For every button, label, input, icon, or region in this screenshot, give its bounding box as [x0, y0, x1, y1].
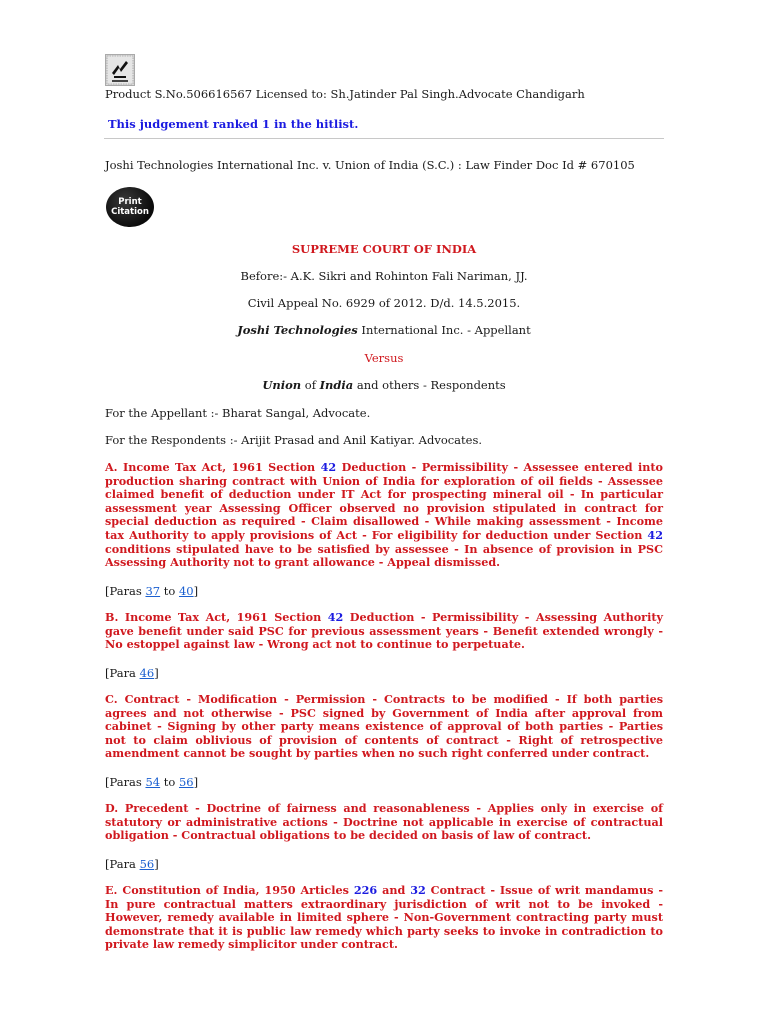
appellant-counsel: For the Appellant :- Bharat Sangal, Advocate. — [105, 406, 371, 420]
document-citation-line: Joshi Technologies International Inc. v. Union of India (S.C.) : Law Finder Doc Id # 670105 — [105, 158, 635, 172]
print-label-line2: Citation — [111, 207, 149, 217]
appeal-line: Civil Appeal No. 6929 of 2012. D/d. 14.5.2015. — [247, 296, 521, 310]
article-number: 32 — [410, 883, 426, 897]
license-line: Product S.No.506616567 Licensed to: Sh.Jatinder Pal Singh.Advocate Chandigarh — [105, 87, 585, 101]
respondent-line — [104, 378, 664, 392]
print-label-line1: Print — [118, 197, 142, 207]
headnote-b — [105, 611, 663, 652]
rank-notice: This judgement ranked 1 in the hitlist. — [108, 117, 359, 131]
headnote-e-text2: and — [377, 883, 411, 897]
headnote-a-text3: conditions stipulated have to be satisfied by assessee - In absence of provision in PSC Assessing Authority not to grant allowance - Appeal dismissed. — [105, 541, 663, 570]
para-link-56[interactable]: 56 — [139, 857, 155, 871]
appellant-name-rest: International Inc. - Appellant — [357, 323, 531, 337]
para-link-56[interactable]: 56 — [178, 775, 194, 789]
headnote-a-text1: A. Income Tax Act, 1961 Section — [105, 460, 321, 474]
para-ref-suffix: ] — [193, 584, 199, 598]
para-ref-prefix: [Paras — [105, 584, 146, 598]
headnote-a-text2: Deduction - Permissibility - Assessee entered into production sharing contract with Union of India for exploration of oil fields - Assessee claimed benefit of deduction under IT Act for prospecting mineral oil - In particular assessment year Assessing Officer observed no provision stipulated in contract for special deduction as required - Claim disallowed - While making assessment - Income tax Authority to apply provisions of Act - For eligibility for deduction under Section — [105, 460, 663, 542]
respondent-part4: and others - Respondents — [353, 378, 506, 392]
respondent-part3: India — [319, 378, 354, 392]
headnote-e — [105, 884, 663, 952]
law-finder-logo-icon — [105, 54, 135, 86]
headnote-a — [105, 461, 663, 570]
headnote-e-text3: Contract - Issue of writ mandamus - In pure contractual matters extraordinary jurisdiction of writ not to be invoked - However, remedy available in limited sphere - Non-Government contracting party must demonstrate that it is public law remedy which party seeks to invoke in contradiction to private law remedy simplicitor under contract. — [105, 883, 663, 952]
bench-line: Before:- A.K. Sikri and Rohinton Fali Nariman, JJ. — [240, 269, 528, 283]
para-ref-suffix: ] — [193, 775, 199, 789]
headnote-c-text: C. Contract - Modification - Permission - Contracts to be modified - If both parties agrees and not otherwise - PSC signed by Government of India after approval from cabinet - Signing by other party means existence of approval of both parties - Parties not to claim oblivious of provision of contents of contract - Right of retrospective amendment cannot be sought by parties when no such right conferred under contract. — [105, 692, 663, 761]
print-citation-icon[interactable] — [106, 187, 154, 227]
divider — [104, 138, 664, 139]
headnote-d-text: D. Precedent - Doctrine of fairness and reasonableness - Applies only in exercise of statutory or administrative actions - Doctrine not applicable in exercise of contractual obligation - Contractual obligations to be decided on basis of law of contract. — [105, 801, 663, 843]
section-number: 42 — [327, 610, 344, 624]
para-link-46[interactable]: 46 — [139, 666, 155, 680]
headnote-d — [105, 802, 663, 843]
para-ref-a — [105, 584, 665, 598]
section-number: 42 — [647, 527, 663, 542]
headnote-b-text1: B. Income Tax Act, 1961 Section — [105, 610, 328, 624]
para-ref-mid: to — [160, 584, 179, 598]
para-ref-d — [105, 857, 665, 871]
para-link-40[interactable]: 40 — [178, 584, 194, 598]
para-ref-b — [105, 666, 665, 680]
appellant-name-emphasis: Joshi Technologies — [237, 323, 358, 337]
respondent-counsel: For the Respondents :- Arijit Prasad and Anil Katiyar. Advocates. — [105, 433, 483, 447]
para-ref-c — [105, 775, 665, 789]
para-ref-prefix: [Paras — [105, 775, 146, 789]
respondent-part2: of — [301, 378, 320, 392]
para-ref-prefix: [Para — [105, 666, 140, 680]
para-link-37[interactable]: 37 — [145, 584, 161, 598]
headnote-b-text2: Deduction - Permissibility - Assessing Authority gave benefit under said PSC for previous assessment years - Benefit extended wrongly - No estoppel against law - Wrong act not to continue to perpetuate. — [105, 610, 663, 652]
headnote-c — [105, 693, 663, 761]
para-link-54[interactable]: 54 — [145, 775, 161, 789]
section-number: 42 — [320, 460, 337, 474]
respondent-part1: Union — [262, 378, 302, 392]
print-citation-button[interactable] — [105, 187, 156, 228]
versus-line: Versus — [364, 351, 404, 365]
court-name: SUPREME COURT OF INDIA — [291, 242, 477, 256]
article-number: 226 — [353, 883, 378, 897]
para-ref-suffix: ] — [154, 857, 159, 871]
headnote-e-text1: E. Constitution of India, 1950 Articles — [105, 883, 354, 897]
appellant-line — [104, 323, 664, 337]
para-ref-mid: to — [160, 775, 179, 789]
para-ref-suffix: ] — [154, 666, 159, 680]
para-ref-prefix: [Para — [105, 857, 140, 871]
